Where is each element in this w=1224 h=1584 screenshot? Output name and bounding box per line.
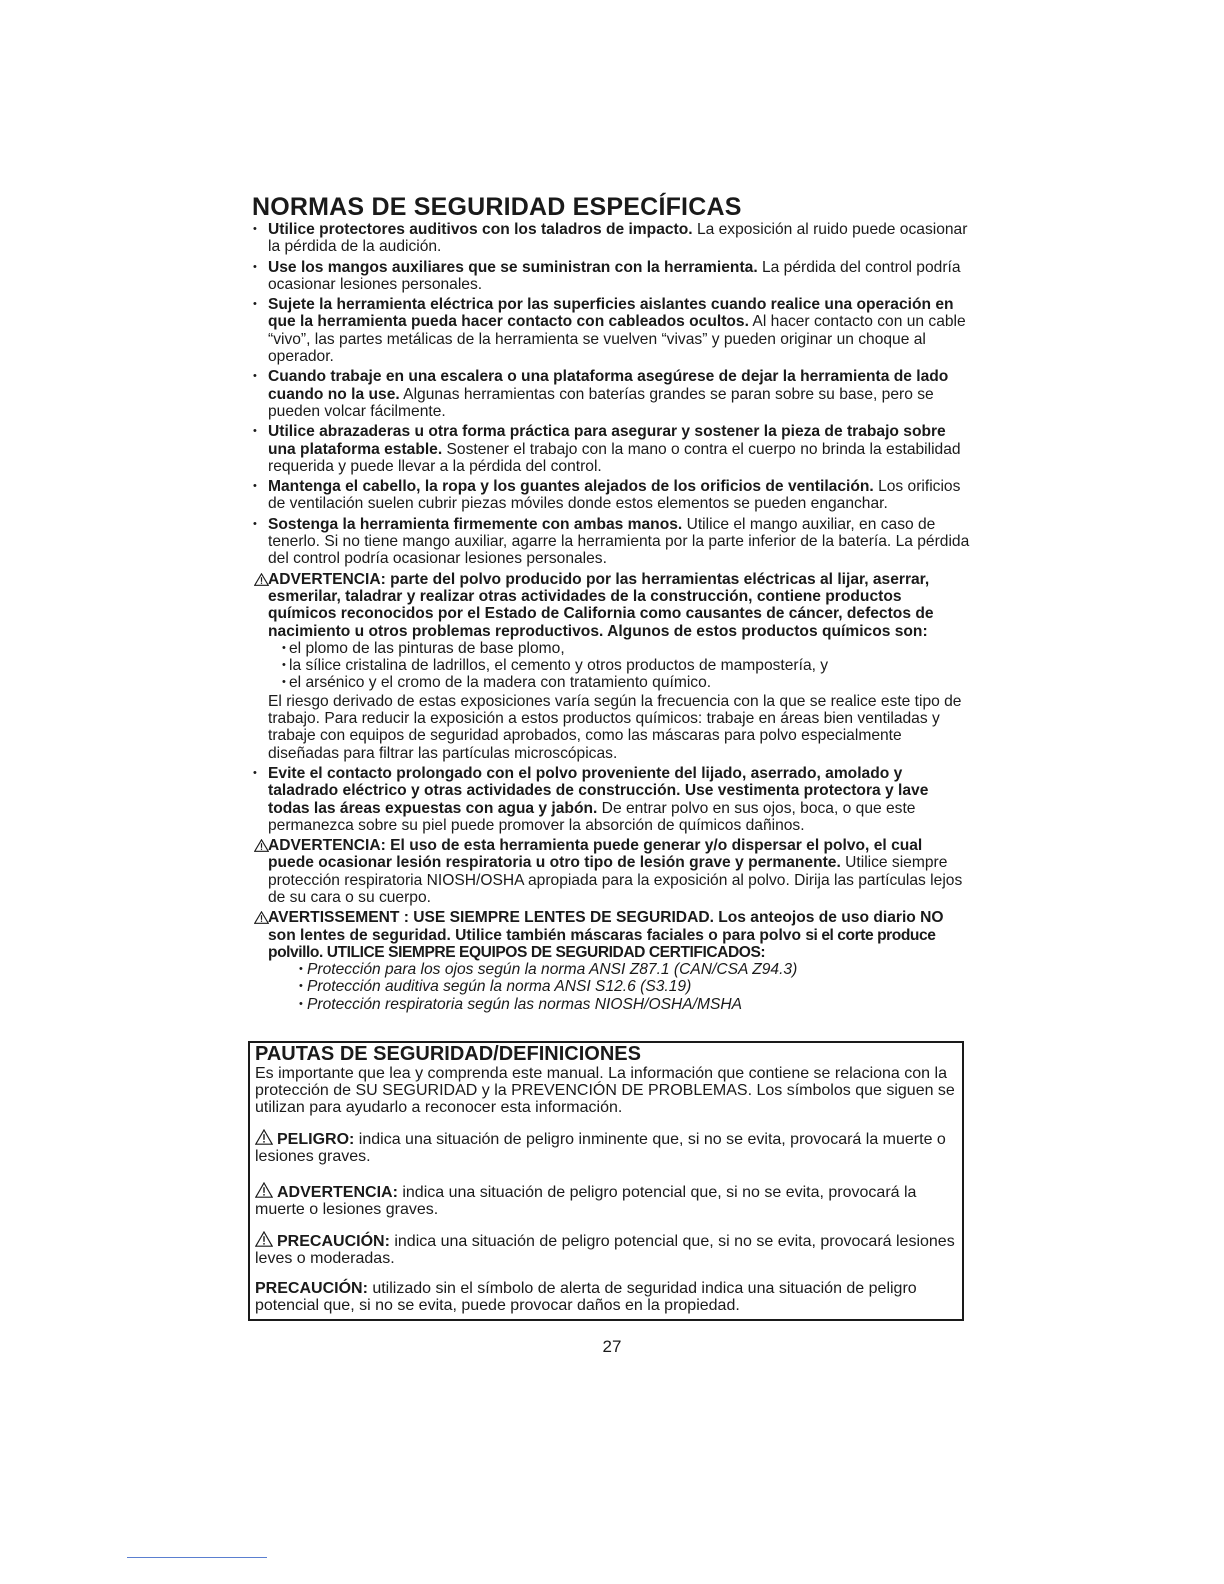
definition-term: ADVERTENCIA: [277, 1184, 398, 1201]
chemical-text: la sílice cristalina de ladrillos, el cemento y otros productos de mampostería, y [289, 657, 829, 675]
standard-item: • Protección respiratoria según las normas NIOSH/OSHA/MSHA [299, 995, 743, 1013]
rule-bold: Sostenga la herramienta firmemente con ambas manos. [268, 515, 683, 533]
chemical-item: • la sílice cristalina de ladrillos, el cemento y otros productos de mampostería, y [282, 657, 829, 675]
rules-list [252, 221, 972, 1013]
rule-bold: Utilice abrazaderas u otra forma práctica para asegurar y sostener la pieza de trabajo sobre una plataforma estable. [268, 423, 946, 458]
standard-text: Protección respiratoria según las normas NIOSH/OSHA/MSHA [307, 995, 743, 1013]
definition-text: indica una situación de peligro potencial que, si no se evita, provocará la muerte o lesiones graves. [255, 1184, 917, 1218]
rule-text: La exposición al ruido puede ocasionar la pérdida de la audición. [268, 221, 968, 256]
chemical-item: • el plomo de las pinturas de base plomo, [282, 639, 565, 657]
chemical-text: el arsénico y el cromo de la madera con tratamiento químico. [289, 674, 712, 692]
rule-text: La pérdida del control podría ocasionar lesiones personales. [268, 258, 961, 293]
warning-triangle-icon [255, 1231, 273, 1247]
warning-triangle-icon [254, 573, 269, 586]
definition-text: indica una situación de peligro inminente que, si no se evita, provocará la muerte o lesiones graves. [255, 1131, 946, 1165]
rule-item [252, 259, 972, 294]
warning-triangle-icon [255, 1182, 273, 1198]
box-intro: Es importante que lea y comprenda este manual. La información que contiene se relaciona con la protección de SU SEGURIDAD y la PREVENCIÓN DE PROBLEMAS. Los símbolos que siguen se utilizan para ayudarlo a reconocer esta información. [255, 1065, 955, 1116]
eyewear-warning [252, 909, 972, 961]
warning-note: El riesgo derivado de estas exposiciones varía según la frecuencia con la que se realice este tipo de trabajo. Para reducir la exposición a estos productos químicos: trabaje en áreas bien ventiladas y trabaje con equipos de seguridad aprobados, como las máscaras para polvo especialmente diseñadas para filtrar las partículas microscópicas. [268, 692, 962, 762]
rule-bold: Evite el contacto prolongado con el polvo proveniente del lijado, aserrado, amolado y taladrado eléctrico y otras actividades de construcción. Use vestimenta protectora y lave todas las áreas expuestas con agua y jabón. [268, 764, 929, 817]
rule-item [252, 765, 972, 834]
box-title: PAUTAS DE SEGURIDAD/DEFINICIONES [255, 1043, 641, 1065]
definition-text: indica una situación de peligro potencial que, si no se evita, provocará lesiones leves o moderadas. [255, 1233, 955, 1267]
rule-bold: Use los mangos auxiliares que se suministran con la herramienta. [268, 258, 758, 276]
rule-text: Al hacer contacto con un cable “vivo”, las partes metálicas de la herramienta se vuelven “vivas” y pueden originar un choque al operador. [268, 313, 966, 366]
rule-text: Utilice el mango auxiliar, en caso de tenerlo. Si no tiene mango auxiliar, agarre la herramienta por la parte inferior de la batería. La pérdida del control podría ocasionar lesiones personales. [268, 515, 970, 568]
warning-triangle-icon [254, 839, 269, 852]
warning-text: Utilice siempre protección respiratoria NIOSH/OSHA apropiada para la exposición al polvo. Dirija las partículas lejos de su cara o su cuerpo. [268, 854, 963, 906]
rule-bold: Mantenga el cabello, la ropa y los guantes alejados de los orificios de ventilación. [268, 478, 874, 496]
rule-item [252, 368, 972, 420]
definition-caution-no-symbol [255, 1280, 962, 1314]
rule-text: Algunas herramientas con baterías grandes se paran sobre su base, pero se pueden volcar fácilmente. [268, 385, 934, 420]
rule-bold: Utilice protectores auditivos con los taladros de impacto. [268, 221, 693, 238]
rule-item [252, 516, 972, 568]
warning-bold: ADVERTENCIA: El uso de esta herramienta puede generar y/o dispersar el polvo, el cual puede ocasionar lesión respiratoria u otro tipo de lesión grave y permanente. [268, 837, 923, 872]
rule-bold: Cuando trabaje en una escalera o una plataforma asegúrese de dejar la herramienta de lado cuando no la use. [268, 368, 949, 403]
rule-item [252, 296, 972, 365]
box-body [255, 1065, 962, 1314]
rule-text: Sostener el trabajo con la mano o contra el cuerpo no brinda la estabilidad requerida y puede llevar a la pérdida del control. [268, 440, 961, 475]
rule-text: De entrar polvo en sus ojos, boca, o que este permanezca sobre su piel puede promover la absorción de químicos dañinos. [268, 799, 916, 834]
warning-bold: AVERTISSEMENT : USE SIEMPRE LENTES DE SEGURIDAD. Los anteojos de uso diario NO son lentes de seguridad. Utilice también máscaras faciales o para polvo [268, 909, 944, 944]
chemical-text: el plomo de las pinturas de base plomo, [289, 639, 565, 657]
standard-text: Protección para los ojos según la norma ANSI Z87.1 (CAN/CSA Z94.3) [307, 961, 798, 979]
definition-term: PRECAUCIÓN: [255, 1280, 368, 1297]
page-number: 27 [602, 1337, 622, 1356]
warning-text: ADVERTENCIA: parte del polvo producido por las herramientas eléctricas al lijar, aserrar, esmerilar, taladrar y realizar otras actividades de la construcción, contiene productos químicos reconocidos por el Estado de California como causantes de cáncer, defectos de nacimiento u otros problemas reproductivos. Algunos de estos productos químicos son: [268, 570, 934, 640]
california-warning [252, 571, 972, 640]
warning-triangle-icon [255, 1129, 273, 1145]
definition-term: PELIGRO: [277, 1131, 355, 1148]
standard-text: Protección auditiva según la norma ANSI S12.6 (S3.19) [307, 978, 692, 996]
definition-caution [255, 1231, 962, 1267]
rule-item [252, 423, 972, 475]
rule-text: Los orificios de ventilación suelen cubrir piezas móviles donde estos elementos se pueden enganchar. [268, 478, 961, 513]
rule-item [252, 478, 972, 513]
section-title: NORMAS DE SEGURIDAD ESPECÍFICAS [252, 193, 742, 221]
dust-warning [252, 837, 972, 906]
warning-bold-cont: si el corte produce polvillo. UTILICE SIEMPRE EQUIPOS DE SEGURIDAD CERTIFICADOS: [268, 926, 936, 961]
rule-bold: Sujete la herramienta eléctrica por las superficies aislantes cuando realice una operación en que la herramienta pueda hacer contacto con cableados ocultos. [268, 296, 954, 331]
definitions-box [248, 1041, 964, 1321]
definition-text: utilizado sin el símbolo de alerta de seguridad indica una situación de peligro potencial que, si no se evita, puede provocar daños en la propiedad. [255, 1280, 917, 1314]
definition-danger [255, 1129, 962, 1165]
rule-item [252, 221, 972, 256]
standard-item: • Protección para los ojos según la norma ANSI Z87.1 (CAN/CSA Z94.3) [299, 961, 798, 979]
warning-triangle-icon [254, 911, 269, 924]
definition-term: PRECAUCIÓN: [277, 1233, 390, 1250]
definition-warning [255, 1182, 962, 1218]
standard-item: • Protección auditiva según la norma ANSI S12.6 (S3.19) [299, 978, 692, 996]
safety-rules-section [252, 193, 972, 1013]
chemical-item: • el arsénico y el cromo de la madera con tratamiento químico. [282, 674, 712, 692]
footer-divider [127, 1557, 267, 1558]
